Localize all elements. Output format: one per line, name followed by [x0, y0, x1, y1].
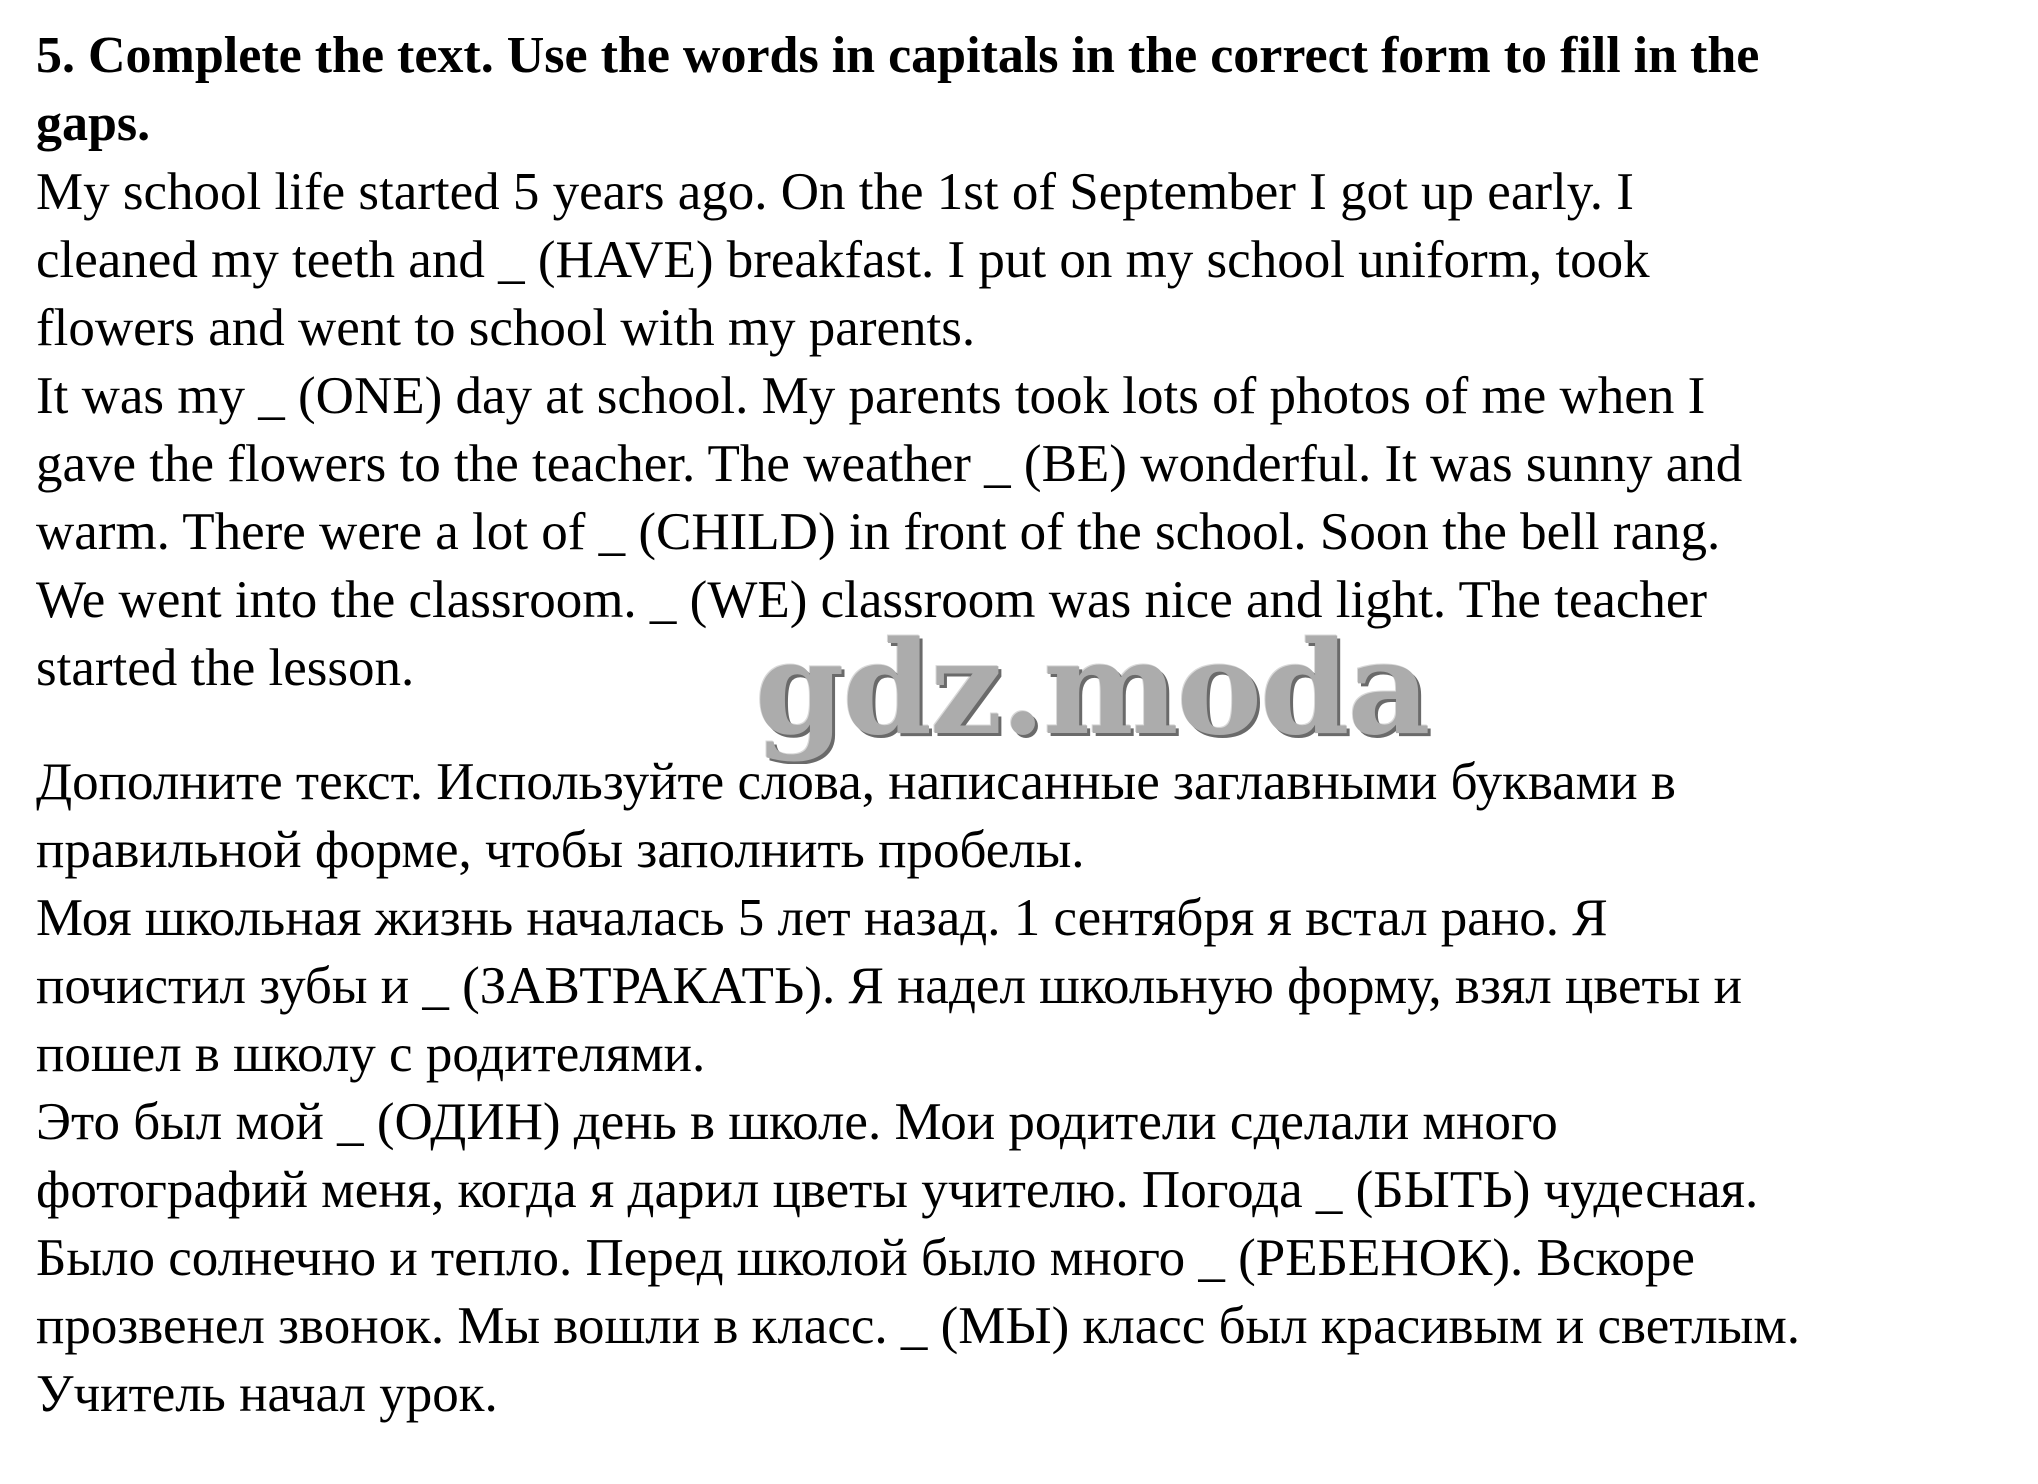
russian-line: правильной форме, чтобы заполнить пробелы. [36, 821, 1085, 879]
heading-line: 5. Complete the text. Use the words in capitals in the correct form to fill in the [36, 27, 1760, 84]
english-text [36, 158, 2016, 702]
watermark-logo: gdz.moda [755, 614, 1429, 764]
section-gap [36, 702, 2016, 748]
english-line: flowers and went to school with my parents. [36, 299, 976, 357]
russian-line: почистил зубы и _ (ЗАВТРАКАТЬ). Я надел школьную форму, взял цветы и [36, 957, 1742, 1015]
russian-line: Дополните текст. Используйте слова, написанные заглавными буквами в [36, 753, 1676, 811]
english-line: warm. There were a lot of _ (CHILD) in front of the school. Soon the bell rang. [36, 503, 1721, 561]
english-line: We went into the classroom. _ (WE) classroom was nice and light. The teacher [36, 571, 1708, 629]
exercise-page [36, 22, 2016, 1428]
russian-line: Это был мой _ (ОДИН) день в школе. Мои родители сделали много [36, 1093, 1558, 1151]
russian-line: Моя школьная жизнь началась 5 лет назад. 1 сентября я встал рано. Я [36, 889, 1608, 947]
russian-line: прозвенел звонок. Мы вошли в класс. _ (МЫ) класс был красивым и светлым. [36, 1297, 1800, 1355]
english-line: It was my _ (ONE) day at school. My parents took lots of photos of me when I [36, 367, 1706, 425]
english-line: My school life started 5 years ago. On the 1st of September I got up early. I [36, 163, 1634, 221]
english-line: started the lesson. [36, 639, 415, 697]
exercise-heading [36, 22, 2016, 158]
english-line: cleaned my teeth and _ (HAVE) breakfast. I put on my school uniform, took [36, 231, 1650, 289]
russian-line: Было солнечно и тепло. Перед школой было много _ (РЕБЕНОК). Вскоре [36, 1229, 1695, 1287]
heading-line: gaps. [36, 95, 151, 152]
russian-line: Учитель начал урок. [36, 1365, 498, 1423]
russian-line: пошел в школу с родителями. [36, 1025, 706, 1083]
russian-text [36, 748, 2016, 1428]
russian-line: фотографий меня, когда я дарил цветы учителю. Погода _ (БЫТЬ) чудесная. [36, 1161, 1759, 1219]
english-line: gave the flowers to the teacher. The weather _ (BE) wonderful. It was sunny and [36, 435, 1743, 493]
